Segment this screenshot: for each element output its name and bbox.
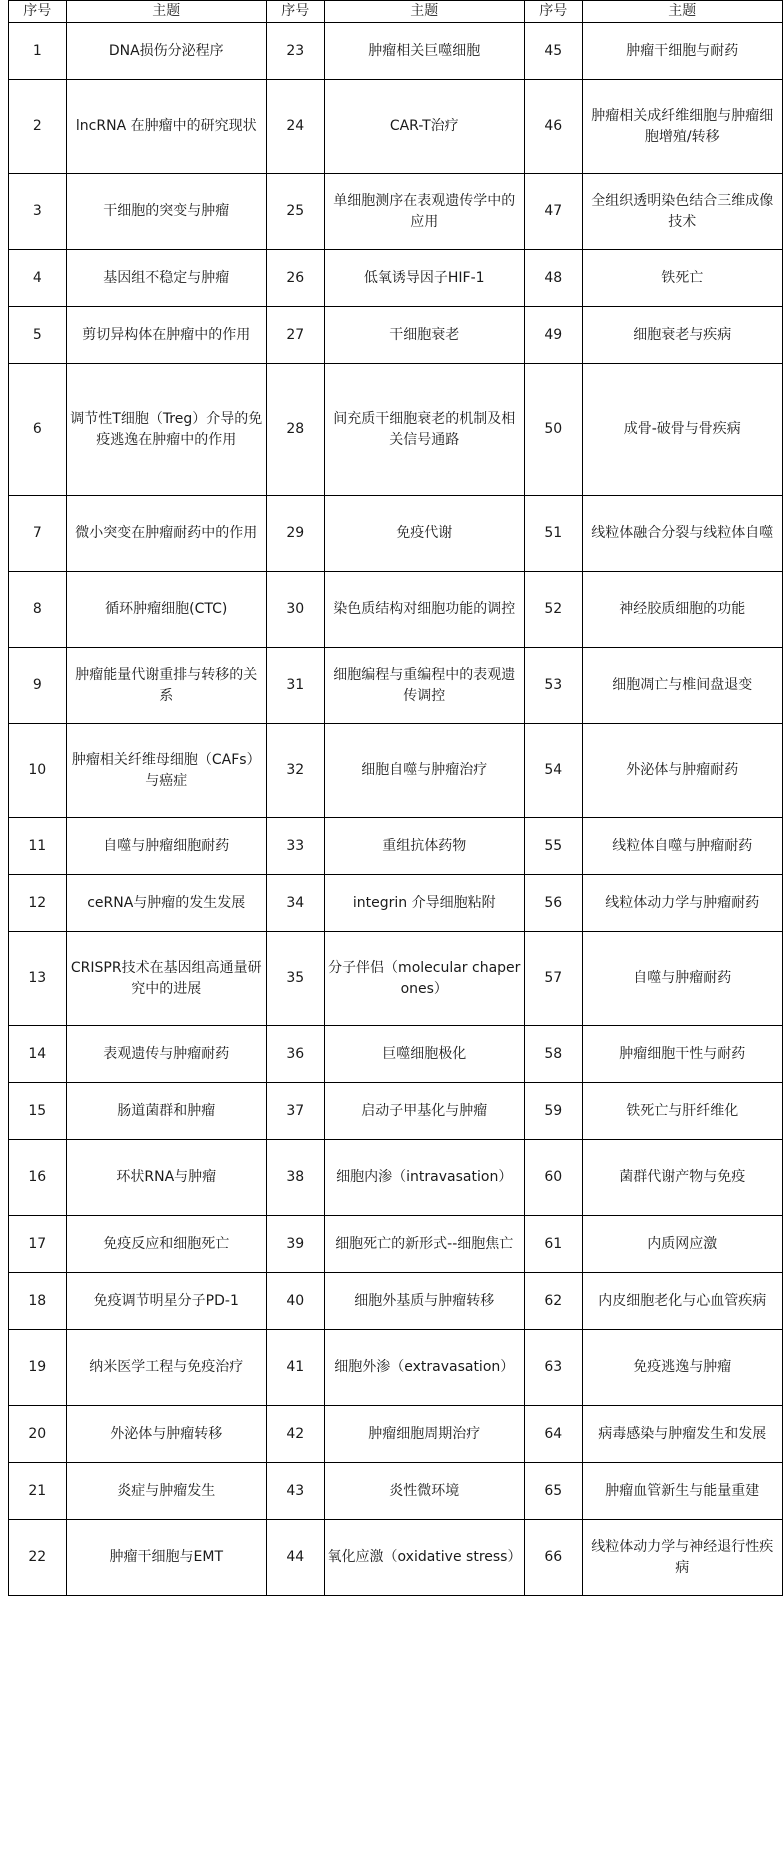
topic-cell: 重组抗体药物 [324, 818, 524, 875]
topic-cell: 炎症与肿瘤发生 [66, 1463, 266, 1520]
row-number: 24 [266, 80, 324, 174]
topic-cell: 启动子甲基化与肿瘤 [324, 1083, 524, 1140]
topic-cell: 菌群代谢产物与免疫 [582, 1140, 782, 1216]
row-number: 5 [9, 307, 67, 364]
table-row [9, 648, 783, 724]
topic-cell: 纳米医学工程与免疫治疗 [66, 1330, 266, 1406]
row-number: 12 [9, 875, 67, 932]
table-row [9, 724, 783, 818]
row-number: 27 [266, 307, 324, 364]
table-row [9, 1026, 783, 1083]
row-number: 43 [266, 1463, 324, 1520]
row-number: 19 [9, 1330, 67, 1406]
row-number: 35 [266, 932, 324, 1026]
row-number: 25 [266, 174, 324, 250]
row-number: 40 [266, 1273, 324, 1330]
header-row [9, 1, 783, 23]
topic-cell: 细胞外基质与肿瘤转移 [324, 1273, 524, 1330]
row-number: 34 [266, 875, 324, 932]
topic-cell: 免疫反应和细胞死亡 [66, 1216, 266, 1273]
row-number: 4 [9, 250, 67, 307]
row-number: 28 [266, 364, 324, 496]
table-row [9, 1140, 783, 1216]
topic-cell: 线粒体动力学与肿瘤耐药 [582, 875, 782, 932]
header-topic-1: 主题 [66, 1, 266, 23]
row-number: 31 [266, 648, 324, 724]
row-number: 64 [524, 1406, 582, 1463]
table-row [9, 496, 783, 572]
row-number: 13 [9, 932, 67, 1026]
topic-cell: 肠道菌群和肿瘤 [66, 1083, 266, 1140]
topic-cell: 肿瘤细胞干性与耐药 [582, 1026, 782, 1083]
topic-cell: DNA损伤分泌程序 [66, 23, 266, 80]
topic-cell: 分子伴侣（molecular chaperones） [324, 932, 524, 1026]
row-number: 32 [266, 724, 324, 818]
row-number: 1 [9, 23, 67, 80]
row-number: 9 [9, 648, 67, 724]
topic-cell: 线粒体融合分裂与线粒体自噬 [582, 496, 782, 572]
topic-cell: 内质网应激 [582, 1216, 782, 1273]
topic-cell: 肿瘤能量代谢重排与转移的关系 [66, 648, 266, 724]
row-number: 15 [9, 1083, 67, 1140]
row-number: 20 [9, 1406, 67, 1463]
topic-cell: 肿瘤相关成纤维细胞与肿瘤细胞增殖/转移 [582, 80, 782, 174]
header-num-2: 序号 [266, 1, 324, 23]
table-row [9, 23, 783, 80]
topic-cell: 线粒体自噬与肿瘤耐药 [582, 818, 782, 875]
row-number: 30 [266, 572, 324, 648]
table-row [9, 364, 783, 496]
row-number: 39 [266, 1216, 324, 1273]
row-number: 11 [9, 818, 67, 875]
topic-cell: 肿瘤细胞周期治疗 [324, 1406, 524, 1463]
topic-cell: 循环肿瘤细胞(CTC) [66, 572, 266, 648]
row-number: 46 [524, 80, 582, 174]
row-number: 54 [524, 724, 582, 818]
row-number: 51 [524, 496, 582, 572]
row-number: 38 [266, 1140, 324, 1216]
table-row [9, 1273, 783, 1330]
topic-cell: 肿瘤相关巨噬细胞 [324, 23, 524, 80]
topic-cell: 免疫调节明星分子PD-1 [66, 1273, 266, 1330]
topic-cell: 单细胞测序在表观遗传学中的应用 [324, 174, 524, 250]
header-topic-3: 主题 [582, 1, 782, 23]
topic-cell: 细胞自噬与肿瘤治疗 [324, 724, 524, 818]
topic-cell: 间充质干细胞衰老的机制及相关信号通路 [324, 364, 524, 496]
topic-cell: 铁死亡 [582, 250, 782, 307]
table-row [9, 80, 783, 174]
topic-cell: 低氧诱导因子HIF-1 [324, 250, 524, 307]
row-number: 14 [9, 1026, 67, 1083]
row-number: 63 [524, 1330, 582, 1406]
topic-cell: 肿瘤血管新生与能量重建 [582, 1463, 782, 1520]
topic-cell: 自噬与肿瘤耐药 [582, 932, 782, 1026]
header-num-3: 序号 [524, 1, 582, 23]
topic-cell: 干细胞衰老 [324, 307, 524, 364]
row-number: 36 [266, 1026, 324, 1083]
topic-cell: 成骨-破骨与骨疾病 [582, 364, 782, 496]
row-number: 44 [266, 1520, 324, 1596]
row-number: 48 [524, 250, 582, 307]
table-row [9, 572, 783, 648]
topic-cell: CAR-T治疗 [324, 80, 524, 174]
row-number: 58 [524, 1026, 582, 1083]
row-number: 59 [524, 1083, 582, 1140]
topic-cell: 环状RNA与肿瘤 [66, 1140, 266, 1216]
row-number: 42 [266, 1406, 324, 1463]
topic-cell: 细胞内渗（intravasation） [324, 1140, 524, 1216]
row-number: 56 [524, 875, 582, 932]
topic-cell: 肿瘤干细胞与EMT [66, 1520, 266, 1596]
table-row [9, 1463, 783, 1520]
header-topic-2: 主题 [324, 1, 524, 23]
row-number: 52 [524, 572, 582, 648]
topic-cell: 铁死亡与肝纤维化 [582, 1083, 782, 1140]
topic-cell: 巨噬细胞极化 [324, 1026, 524, 1083]
table-row [9, 174, 783, 250]
row-number: 18 [9, 1273, 67, 1330]
row-number: 50 [524, 364, 582, 496]
row-number: 2 [9, 80, 67, 174]
row-number: 6 [9, 364, 67, 496]
table-row [9, 818, 783, 875]
row-number: 22 [9, 1520, 67, 1596]
topic-cell: 肿瘤相关纤维母细胞（CAFs）与癌症 [66, 724, 266, 818]
row-number: 8 [9, 572, 67, 648]
row-number: 53 [524, 648, 582, 724]
row-number: 47 [524, 174, 582, 250]
topic-cell: 基因组不稳定与肿瘤 [66, 250, 266, 307]
topic-cell: 线粒体动力学与神经退行性疾病 [582, 1520, 782, 1596]
row-number: 16 [9, 1140, 67, 1216]
row-number: 49 [524, 307, 582, 364]
header-num-1: 序号 [9, 1, 67, 23]
topic-cell: 肿瘤干细胞与耐药 [582, 23, 782, 80]
table-row [9, 875, 783, 932]
topic-cell: 氧化应激（oxidative stress） [324, 1520, 524, 1596]
topic-cell: 细胞死亡的新形式--细胞焦亡 [324, 1216, 524, 1273]
table-row [9, 1083, 783, 1140]
topic-cell: 细胞衰老与疾病 [582, 307, 782, 364]
table-row [9, 1216, 783, 1273]
table-row [9, 1406, 783, 1463]
topic-cell: 染色质结构对细胞功能的调控 [324, 572, 524, 648]
topic-cell: 表观遗传与肿瘤耐药 [66, 1026, 266, 1083]
row-number: 7 [9, 496, 67, 572]
row-number: 45 [524, 23, 582, 80]
row-number: 26 [266, 250, 324, 307]
topic-cell: 全组织透明染色结合三维成像技术 [582, 174, 782, 250]
topic-cell: lncRNA 在肿瘤中的研究现状 [66, 80, 266, 174]
table-row [9, 307, 783, 364]
row-number: 55 [524, 818, 582, 875]
topic-cell: 自噬与肿瘤细胞耐药 [66, 818, 266, 875]
row-number: 23 [266, 23, 324, 80]
row-number: 37 [266, 1083, 324, 1140]
row-number: 57 [524, 932, 582, 1026]
table-row [9, 1330, 783, 1406]
topic-table [8, 0, 783, 1596]
table-row [9, 250, 783, 307]
topic-cell: 细胞外渗（extravasation） [324, 1330, 524, 1406]
topic-cell: 干细胞的突变与肿瘤 [66, 174, 266, 250]
row-number: 33 [266, 818, 324, 875]
topic-cell: 炎性微环境 [324, 1463, 524, 1520]
row-number: 3 [9, 174, 67, 250]
topic-cell: integrin 介导细胞粘附 [324, 875, 524, 932]
table-row [9, 1520, 783, 1596]
topic-cell: 病毒感染与肿瘤发生和发展 [582, 1406, 782, 1463]
topic-cell: 细胞凋亡与椎间盘退变 [582, 648, 782, 724]
topic-cell: 细胞编程与重编程中的表观遗传调控 [324, 648, 524, 724]
topic-cell: ceRNA与肿瘤的发生发展 [66, 875, 266, 932]
topic-cell: 微小突变在肿瘤耐药中的作用 [66, 496, 266, 572]
topic-cell: CRISPR技术在基因组高通量研究中的进展 [66, 932, 266, 1026]
topic-cell: 剪切异构体在肿瘤中的作用 [66, 307, 266, 364]
row-number: 17 [9, 1216, 67, 1273]
topic-cell: 神经胶质细胞的功能 [582, 572, 782, 648]
row-number: 29 [266, 496, 324, 572]
row-number: 62 [524, 1273, 582, 1330]
topic-cell: 外泌体与肿瘤耐药 [582, 724, 782, 818]
row-number: 60 [524, 1140, 582, 1216]
row-number: 61 [524, 1216, 582, 1273]
row-number: 41 [266, 1330, 324, 1406]
topic-cell: 内皮细胞老化与心血管疾病 [582, 1273, 782, 1330]
row-number: 65 [524, 1463, 582, 1520]
topic-cell: 免疫代谢 [324, 496, 524, 572]
table-row [9, 932, 783, 1026]
row-number: 10 [9, 724, 67, 818]
topic-cell: 外泌体与肿瘤转移 [66, 1406, 266, 1463]
topic-cell: 免疫逃逸与肿瘤 [582, 1330, 782, 1406]
row-number: 66 [524, 1520, 582, 1596]
row-number: 21 [9, 1463, 67, 1520]
topic-cell: 调节性T细胞（Treg）介导的免疫逃逸在肿瘤中的作用 [66, 364, 266, 496]
